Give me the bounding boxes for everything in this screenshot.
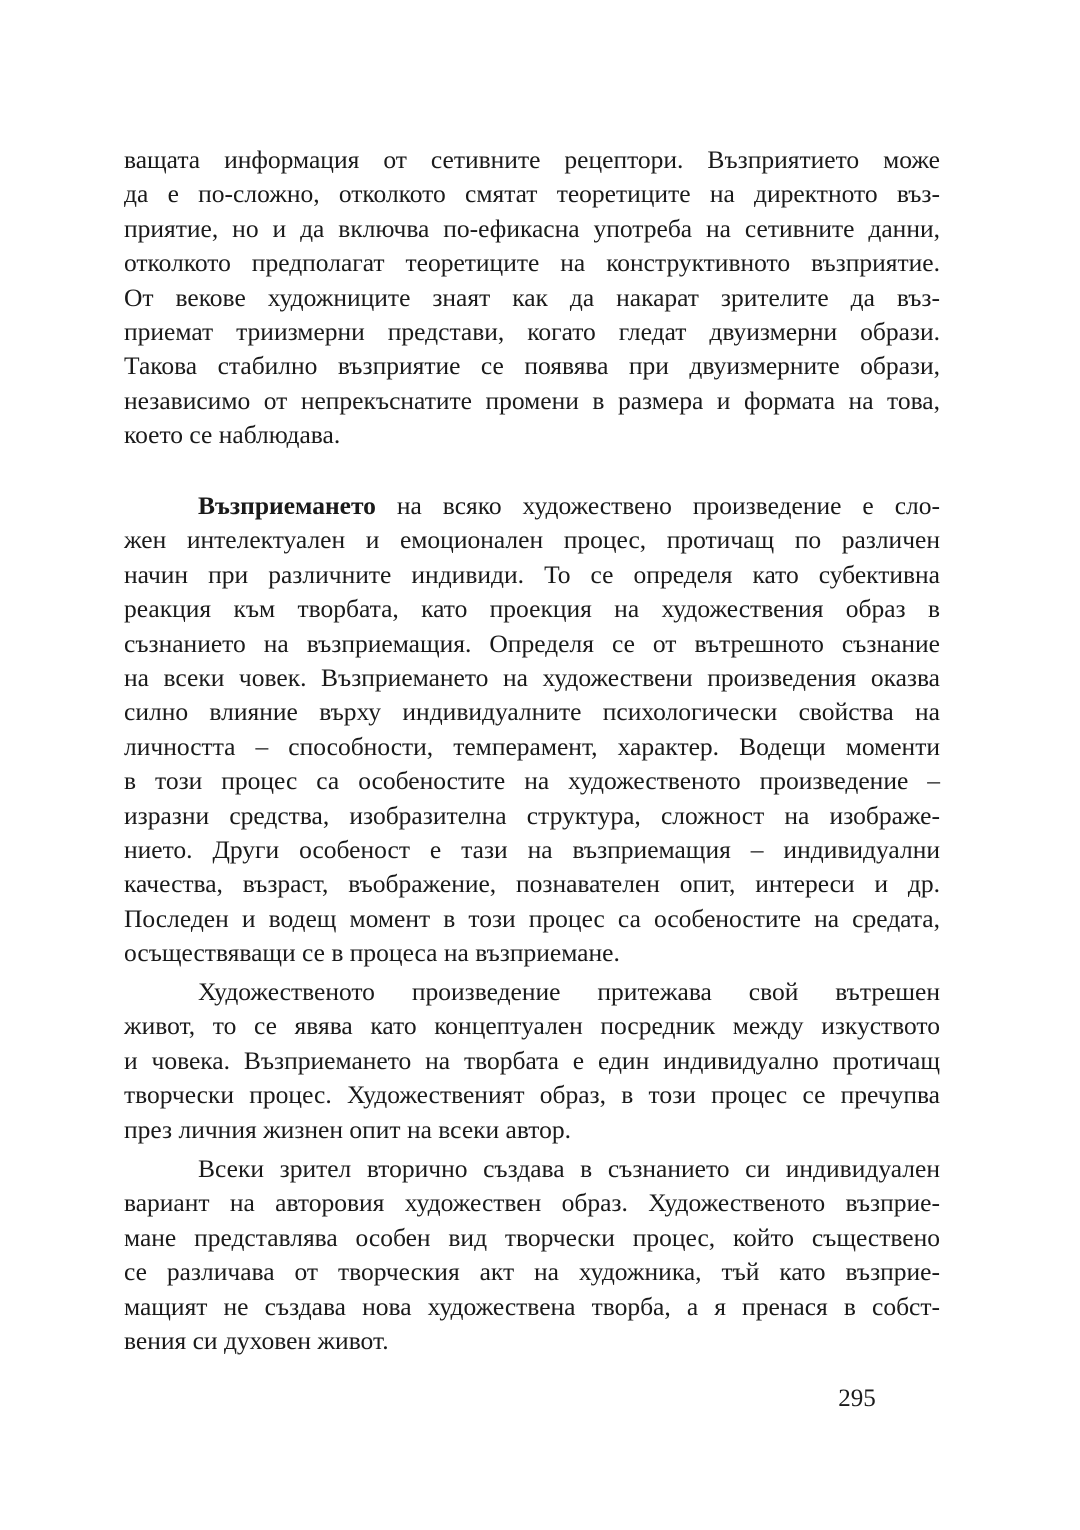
text-line: отколкото предполагат теоретиците на конструктивното възприятие.: [124, 248, 940, 278]
text-line: жен интелектуален и емоционален процес, протичащ по различен: [124, 525, 940, 555]
text-line-lead: [124, 489, 940, 523]
text-line: живот, то се явява като концептуален посредник между изкуството: [124, 1011, 940, 1041]
text-line: приятие, но и да включва по-ефикасна употреба на сетивните данни,: [124, 213, 940, 243]
text-line: на всеки човек. Възприемането на художествени произведения оказва: [124, 662, 940, 692]
text-line: ващата информация от сетивните рецептори. Възприятието може: [124, 145, 940, 174]
text-line: осъществяващи се в процеса на възприемане.: [124, 938, 620, 968]
text-line: независимо от непрекъснатите промени в размера и формата на това,: [124, 385, 940, 415]
text-line: изразни средства, изобразителна структура, сложност на изображе-: [124, 800, 940, 830]
text-line: личността – способности, темперамент, характер. Водещи моменти: [124, 731, 940, 761]
text-line: качества, възраст, въображение, познавателен опит, интереси и др.: [124, 869, 940, 899]
text-line: От векове художниците знаят как да накарат зрителите да въз-: [124, 282, 940, 312]
text-line: което се наблюдава.: [124, 420, 341, 450]
paragraph-1: [124, 143, 940, 453]
text-line: Последен и водещ момент в този процес са особеностите на средата,: [124, 903, 940, 933]
text-line: да е по-сложно, отколкото смятат теоретиците на директното въз-: [124, 179, 940, 209]
text-line: реакция към творбата, като проекция на художествения образ в: [124, 594, 940, 624]
text-line: начин при различните индивиди. То се определя като субективна: [124, 559, 940, 589]
bold-term: Възприемането: [198, 491, 376, 520]
text-line: Художественото произведение притежава свой вътрешен: [198, 977, 940, 1006]
page-number: 295: [838, 1385, 876, 1412]
paragraph-4: [124, 1152, 940, 1358]
text-line: вения си духовен живот.: [124, 1325, 389, 1355]
text-line: мащият не създава нова художествена творба, а я пренася в собст-: [124, 1291, 940, 1321]
text-line: вариант на авторовия художествен образ. Художественото възприе-: [124, 1188, 940, 1218]
text-line: съзнанието на възприемащия. Определя се от вътрешното съзнание: [124, 628, 940, 658]
text-line: Такова стабилно възприятие се появява при двуизмерните образи,: [124, 351, 940, 381]
paragraph-3: [124, 975, 940, 1147]
text-line: през личния жизнен опит на всеки автор.: [124, 1114, 571, 1144]
text-line: Всеки зрител вторично създава в съзнанието си индивидуален: [198, 1154, 940, 1183]
text-line: се различава от творческия акт на художника, тъй като възприе-: [124, 1257, 940, 1287]
text-line: в този процес са особеностите на художественото произведение –: [124, 766, 940, 796]
text-line: нието. Други особеност е тази на възприемащия – индивидуални: [124, 834, 940, 864]
text-line: силно влияние върху индивидуалните психологически свойства на: [124, 697, 940, 727]
text-line: приемат триизмерни представи, когато гледат двуизмерни образи.: [124, 316, 940, 346]
paragraph-2: [124, 489, 940, 970]
text-line: творчески процес. Художественият образ, в този процес се пречупва: [124, 1080, 940, 1110]
text-line: и човека. Възприемането на творбата е един индивидуално протичащ: [124, 1045, 940, 1075]
text-line: мане представлява особен вид творчески процес, който съществено: [124, 1222, 940, 1252]
lead-rest: на всяко художествено произведение е сло-: [375, 491, 940, 520]
